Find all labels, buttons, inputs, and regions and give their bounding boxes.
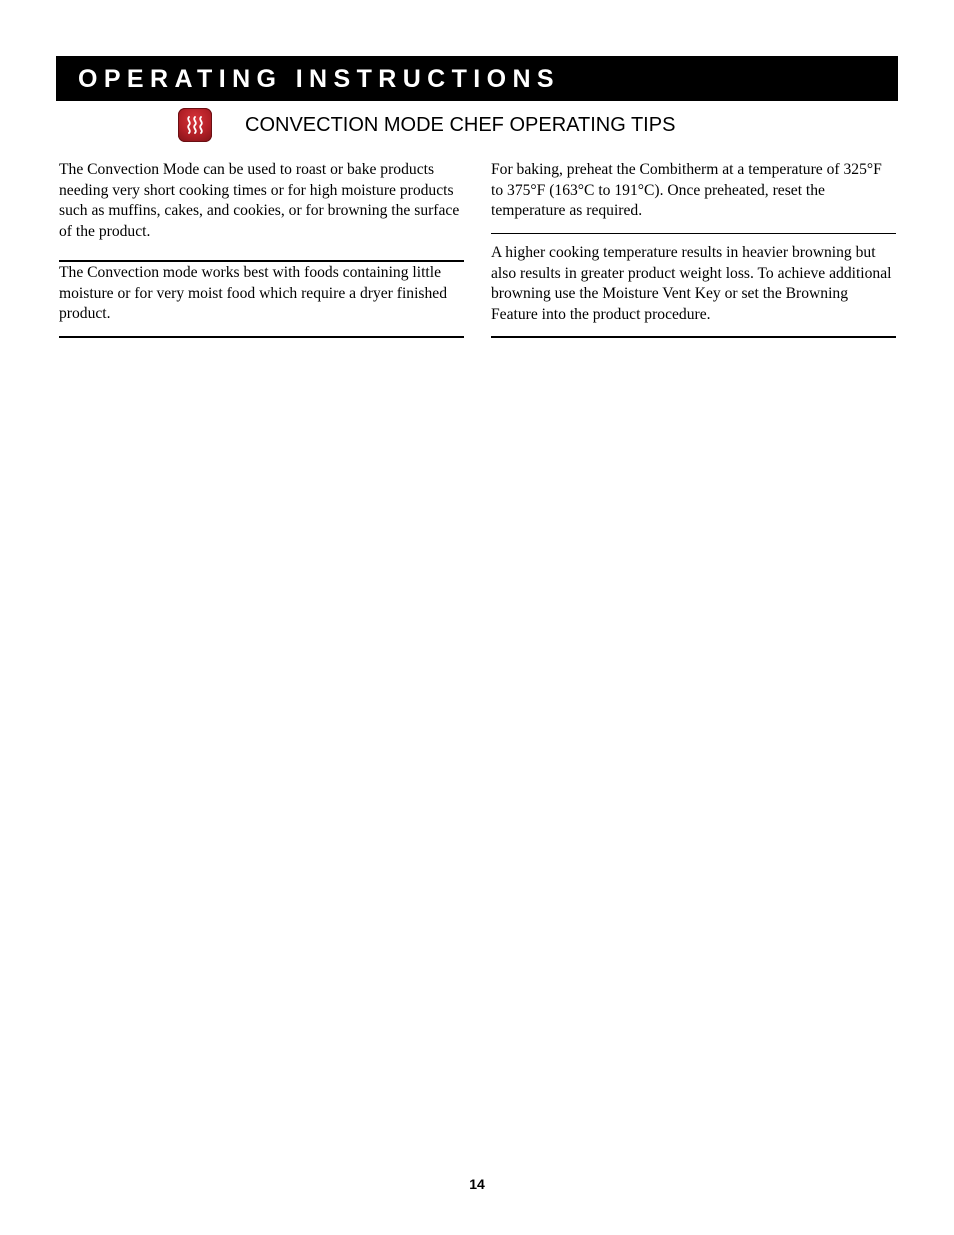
page-number: 14 [469,1176,485,1192]
section-banner [56,56,898,101]
banner-title: OPERATING INSTRUCTIONS [78,65,561,93]
divider-right-1 [491,233,896,234]
divider-left-1 [59,260,464,262]
section-title: CONVECTION MODE CHEF OPERATING TIPS [245,114,676,136]
divider-right-2 [491,336,896,338]
tip-left-1: The Convection Mode can be used to roast or bake products needing very short cooking times or for high moisture products such as muffins, cakes, and cookies, or for browning the surface of the product. [59,161,460,240]
divider-left-2 [59,336,464,338]
tip-right-2: A higher cooking temperature results in heavier browning but also results in greater product weight loss. To achieve additional browning use the Moisture Vent Key or set the Browning Feature into the product procedure. [491,244,892,323]
tip-right-1: For baking, preheat the Combitherm at a temperature of 325°F to 375°F (163°C to 191°C). Once preheated, reset the temperature as required. [491,161,882,219]
tip-left-2: The Convection mode works best with foods containing little moisture or for very moist food which require a dryer finished product. [59,264,448,322]
convection-heat-icon [178,108,212,142]
